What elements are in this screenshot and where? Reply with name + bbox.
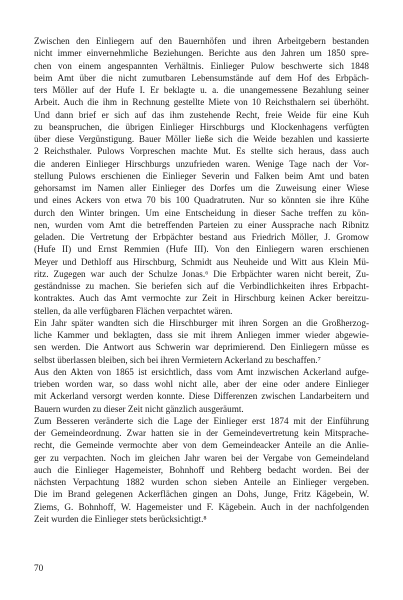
text-line: und eines Ackers von etwa 70 bis 100 Quadratruten. Nur so könnten sie ihre Kühe <box>34 195 369 206</box>
text-line: stellung Pulows erschienen die Einlieger Severin und Falken beim Amt und baten <box>34 170 369 181</box>
text-line: über diese Vergünstigung. Bauer Möller ließe sich die Weide bezahlen und kassierte <box>34 134 369 144</box>
text-line: der Gemeindeordnung. Zwar hatten sie in der Gemeindevertretung kein Mitsprache- <box>34 428 369 438</box>
text-line: ger zu verpachten. Noch im gleichen Jahr waren bei der Vergabe von Gemeindeland <box>34 452 369 463</box>
text-line: liche Kammer und beklagten, dass sie mit ihrem Anliegen immer wieder abgewie- <box>34 330 369 340</box>
text-line: selbst überlassen bleiben, sich bei ihren Vermietern Ackerland zu beschaffen.⁷ <box>34 354 321 365</box>
text-line: ritz. Zugegen war auch der Schulze Jonas.⁶ Die Erbpächter waren nicht bereit, Zu- <box>34 268 369 279</box>
text-line: durch den Winter bringen. Um eine Entscheidung in dieser Sache treffen zu kön- <box>34 207 369 218</box>
text-line: Ziems, G. Bohnhoff, W. Hagemeister und F. Kägebein. Auch in der nachfolgenden <box>34 501 369 512</box>
text-line: chen von einem angespannten Verhältnis. Einlieger Pulow beschwerte sich 1848 <box>34 60 369 71</box>
text-line: geladen. Die Vertretung der Erbpächter bestand aus Friedrich Möller, J. Gromow <box>34 232 369 242</box>
text-line: zu beanspruchen, die übrigen Einlieger Hirschburgs und Klockenhagens verfügten <box>34 121 369 132</box>
text-line: Bauern wurden zu dieser Zeit nicht gänzlich ausgeräumt. <box>34 403 244 414</box>
text-line: Und dann brief er sich auf das ihm zustehende Recht, freie Weide für eine Kuh <box>34 109 369 120</box>
text-line: nächsten Verpachtung 1882 wurden schon sieben Anteile an Einlieger vergeben. <box>34 477 369 487</box>
text-line: recht, die Gemeinde vermochte aber von dem Gemeindeacker Anteile an die Anlie- <box>34 440 369 451</box>
text-line: sen werden. Die Antwort aus Schwerin war deprimierend. Den Einliegern müsse es <box>34 342 369 353</box>
text-line: trieben worden war, so dass wohl nicht alle, aber der eine oder andere Einlieger <box>34 379 369 389</box>
text-line: gehorsamst im Namen aller Einlieger des Dorfes um die Zuweisung einer Wiese <box>34 183 369 193</box>
text-line: (Hufe II) und Ernst Remmien (Hufe III). Von den Einliegern waren erschienen <box>34 244 369 255</box>
text-line: auch die Einlieger Hagemeister, Bohnhoff und Rehberg bedacht worden. Bei der <box>34 464 369 475</box>
text-line: stellen, da alle verfügbaren Flächen verpachtet wären. <box>34 305 233 316</box>
text-line: Meyer und Dethloff aus Hirschburg, Schmidt aus Neuheide und Witt aus Klein Mü- <box>34 256 369 267</box>
text-line: 2 Reichsthaler. Pulows Vorpreschen machte Mut. Es stellte sich heraus, dass auch <box>34 146 369 157</box>
text-line: geständnisse zu machen. Sie beriefen sich auf die Verbindlichkeiten ihres Erbpacht- <box>34 281 369 291</box>
text-line: ters Möller auf der Hufe I. Er beklagte u. a. die unangemessene Bezahlung seiner <box>34 85 369 95</box>
text-line: nen, wurden vom Amt die betreffenden Parteien zu einer Aussprache nach Ribnitz <box>34 219 369 230</box>
text-line: Zeit wurden die Einlieger stets berücksichtigt.⁸ <box>34 513 207 524</box>
text-line: Arbeit. Auch die ihm in Rechnung gestellte Miete von 10 Reichsthalern sei überhöht. <box>34 97 369 108</box>
text-line: die anderen Einlieger Hirschburgs unzufrieden waren. Wenige Tage nach der Vor- <box>34 158 369 169</box>
text-line: nicht immer einvernehmliche Beziehungen. Berichte aus den Jahren um 1850 spre- <box>34 48 369 59</box>
text-line: Ein Jahr später wandten sich die Hirschburger mit ihren Sorgen an die Großherzog- <box>34 317 369 328</box>
text-line: Zwischen den Einliegern auf den Bauernhöfen und ihren Arbeitgebern bestanden <box>34 36 369 46</box>
text-line: mit Ackerland versorgt werden konnte. Diese Differenzen zwischen Landarbeitern und <box>34 391 369 402</box>
text-line: beim Amt über die nicht zumutbaren Lebensumstände auf dem Hof des Erbpäch- <box>34 72 369 83</box>
text-line: kontraktes. Auch das Amt vermochte zur Zeit in Hirschburg keinen Acker bereitzu- <box>34 293 369 304</box>
text-line: Die im Brand gelegenen Ackerflächen gingen an Dohs, Junge, Fritz Kägebein, W. <box>34 489 369 500</box>
body-text <box>34 35 369 525</box>
page-number: 70 <box>34 563 44 573</box>
text-line: Zum Besseren veränderte sich die Lage der Einlieger erst 1874 mit der Einführung <box>34 415 369 426</box>
text-line: Aus den Akten von 1865 ist ersichtlich, dass vom Amt inzwischen Ackerland aufge- <box>34 366 369 377</box>
